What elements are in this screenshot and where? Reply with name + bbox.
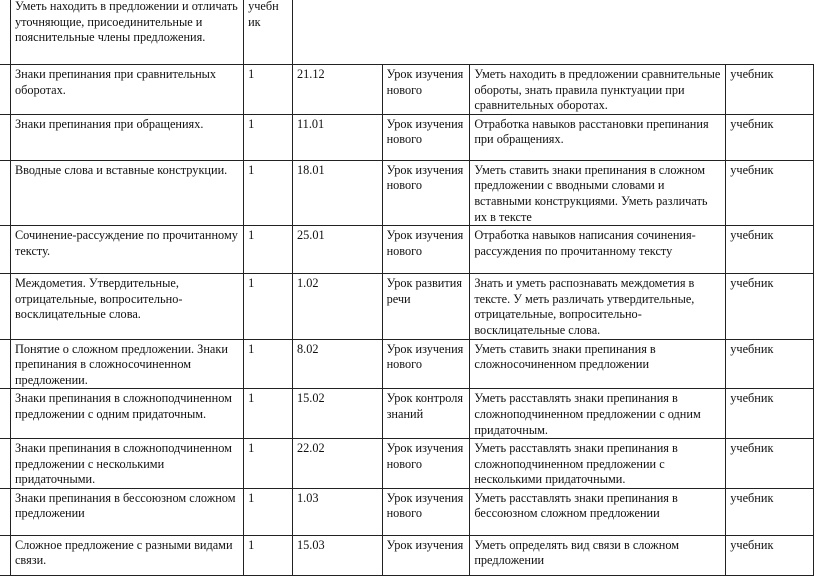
table-row xyxy=(0,226,814,274)
date-cell: 21.12 xyxy=(292,65,382,115)
empty-cell xyxy=(726,0,814,65)
topic-cell: Сочинение-рассуждение по прочитанному тексту. xyxy=(10,226,243,274)
topic-cell: Знаки препинания при сравнительных оборотах. xyxy=(10,65,243,115)
row-marker-cell xyxy=(0,0,10,65)
row-marker-cell xyxy=(0,488,10,535)
requirements-cell: Отработка навыков написания сочинения-рассуждения по прочитанному тексту xyxy=(470,226,726,274)
date-cell: 15.03 xyxy=(292,535,382,575)
row-marker-cell xyxy=(0,114,10,160)
date-cell: 8.02 xyxy=(292,339,382,389)
topic-cell: Междометия. Утвердительные, отрицательные, вопросительно-восклицательные слова. xyxy=(10,274,243,339)
type-cell: Урок изучения нового xyxy=(382,488,470,535)
type-cell: Урок изучения нового xyxy=(382,226,470,274)
hours-cell: 1 xyxy=(244,389,293,439)
topic-cell: Знаки препинания в бессоюзном сложном предложении xyxy=(10,488,243,535)
topic-cell: Понятие о сложном предложении. Знаки препинания в сложносочиненном предложении. xyxy=(10,339,243,389)
row-marker-cell xyxy=(0,65,10,115)
date-cell: 15.02 xyxy=(292,389,382,439)
date-cell: 1.03 xyxy=(292,488,382,535)
requirements-cell: Уметь находить в предложении сравнительные обороты, знать правила пунктуации при сравнительных оборотах. xyxy=(470,65,726,115)
date-cell: 25.01 xyxy=(292,226,382,274)
requirements-cell: Знать и уметь распознавать междометия в тексте. У меть различать утвердительные, отрицательные, вопросительно-восклицательные слова. xyxy=(470,274,726,339)
date-cell: 1.02 xyxy=(292,274,382,339)
hours-cell: 1 xyxy=(244,488,293,535)
empty-cell xyxy=(382,0,470,65)
requirements-cell: Уметь ставить знаки препинания в сложном предложении с вводными словами и вставными конструкциями. Уметь различать их в тексте xyxy=(470,160,726,225)
table-row xyxy=(0,535,814,575)
table-row xyxy=(0,0,814,65)
topic-cell: Вводные слова и вставные конструкции. xyxy=(10,160,243,225)
topic-cell: Уметь находить в предложении и отличать уточняющие, присоединительные и пояснительные члены предложения. xyxy=(10,0,243,65)
empty-cell xyxy=(470,0,726,65)
material-cell: учебник xyxy=(726,488,814,535)
hours-cell: 1 xyxy=(244,274,293,339)
topic-cell: Сложное предложение с разными видами связи. xyxy=(10,535,243,575)
material-cell: учебник xyxy=(726,339,814,389)
type-cell: Урок контроля знаний xyxy=(382,389,470,439)
type-cell: Урок развития речи xyxy=(382,274,470,339)
hours-cell: 1 xyxy=(244,339,293,389)
type-cell: Урок изучения нового xyxy=(382,160,470,225)
row-marker-cell xyxy=(0,274,10,339)
hours-cell: 1 xyxy=(244,439,293,489)
table-row xyxy=(0,389,814,439)
hours-cell: 1 xyxy=(244,160,293,225)
table-row xyxy=(0,439,814,489)
hours-cell: 1 xyxy=(244,114,293,160)
requirements-cell: Уметь расставлять знаки препинания в сложноподчиненном предложении с одним придаточным. xyxy=(470,389,726,439)
table-row xyxy=(0,114,814,160)
material-cell: учебник xyxy=(726,389,814,439)
topic-cell: Знаки препинания в сложноподчиненном предложении с одним придаточным. xyxy=(10,389,243,439)
empty-cell xyxy=(292,0,382,65)
type-cell: Урок изучения нового xyxy=(382,65,470,115)
row-marker-cell xyxy=(0,160,10,225)
table-row xyxy=(0,339,814,389)
row-marker-cell xyxy=(0,535,10,575)
hours-cell: 1 xyxy=(244,535,293,575)
date-cell: 11.01 xyxy=(292,114,382,160)
material-cell: учебник xyxy=(726,226,814,274)
requirements-cell: Уметь расставлять знаки препинания в бессоюзном сложном предложении xyxy=(470,488,726,535)
requirements-cell: Отработка навыков расстановки препинания при обращениях. xyxy=(470,114,726,160)
row-marker-cell xyxy=(0,389,10,439)
hours-cell: 1 xyxy=(244,226,293,274)
row-marker-cell xyxy=(0,226,10,274)
topic-cell: Знаки препинания при обращениях. xyxy=(10,114,243,160)
date-cell: 22.02 xyxy=(292,439,382,489)
requirements-cell: Уметь определять вид связи в сложном предложении xyxy=(470,535,726,575)
material-cell: учебник xyxy=(726,274,814,339)
material-cell: учебник xyxy=(726,114,814,160)
hours-cell: 1 xyxy=(244,65,293,115)
material-cell: учебник xyxy=(726,535,814,575)
type-cell: Урок изучения нового xyxy=(382,339,470,389)
material-cell: учебник xyxy=(726,439,814,489)
table-row xyxy=(0,488,814,535)
type-cell: Урок изучения xyxy=(382,535,470,575)
table-row xyxy=(0,160,814,225)
material-cell: учебн ик xyxy=(244,0,293,65)
row-marker-cell xyxy=(0,439,10,489)
material-cell: учебник xyxy=(726,160,814,225)
topic-cell: Знаки препинания в сложноподчиненном предложении с несколькими придаточными. xyxy=(10,439,243,489)
type-cell: Урок изучения нового xyxy=(382,439,470,489)
type-cell: Урок изучения нового xyxy=(382,114,470,160)
requirements-cell: Уметь расставлять знаки препинания в сложноподчиненном предложении с несколькими придаточными. xyxy=(470,439,726,489)
material-cell: учебник xyxy=(726,65,814,115)
row-marker-cell xyxy=(0,339,10,389)
table-row xyxy=(0,274,814,339)
requirements-cell: Уметь ставить знаки препинания в сложносочиненном предложении xyxy=(470,339,726,389)
date-cell: 18.01 xyxy=(292,160,382,225)
table-row xyxy=(0,65,814,115)
